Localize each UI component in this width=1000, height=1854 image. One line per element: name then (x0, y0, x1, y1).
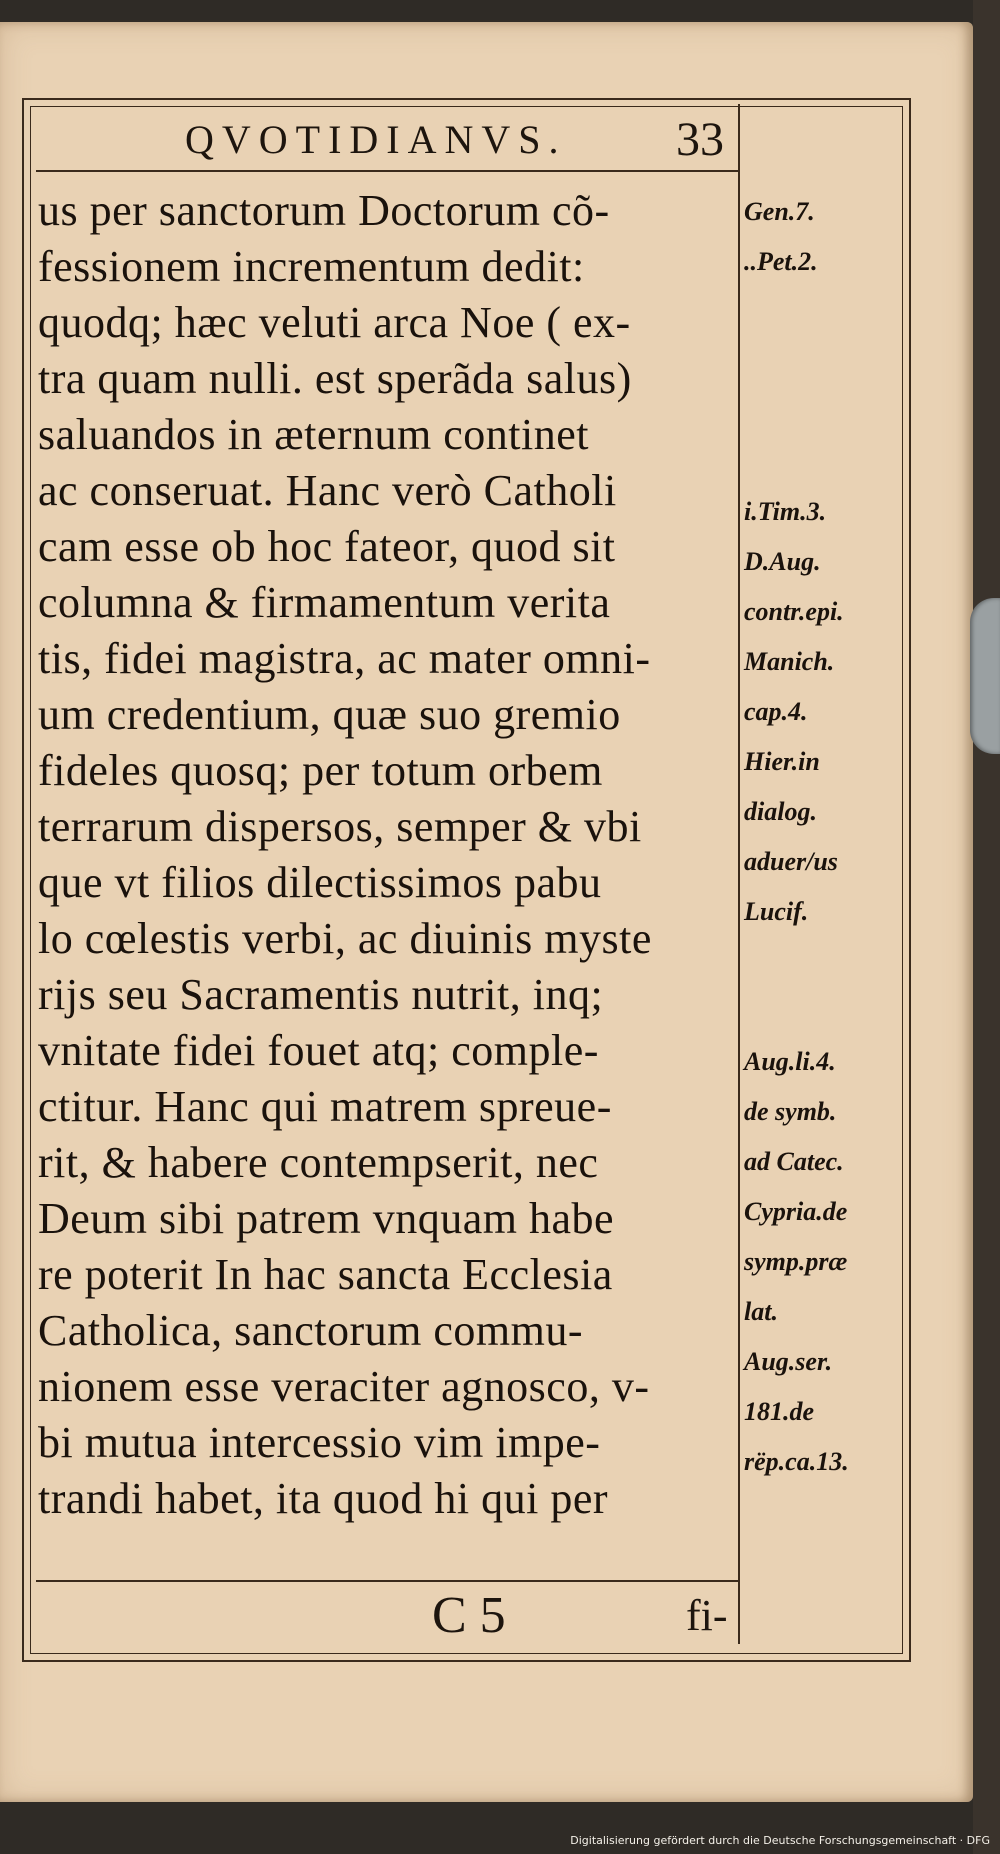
text-line: tra quam nulli. est sperãda salus) (38, 354, 632, 403)
margin-note: D.Aug. (744, 547, 821, 576)
margin-note: Gen.7. (744, 197, 815, 226)
text-line: us per sanctorum Doctorum cõ- (38, 186, 610, 235)
text-line: que vt filios dilectissimos pabu (38, 858, 602, 907)
margin-note: Hier.in (744, 747, 820, 776)
page-number: 33 (676, 113, 724, 166)
text-line: Deum sibi patrem vnquam habe (38, 1194, 615, 1243)
text-line: ac conseruat. Hanc verò Catholi (38, 466, 617, 515)
running-title: QVOTIDIANVS. (185, 117, 567, 162)
margin-note: contr.epi. (744, 597, 844, 626)
book-spine (973, 0, 1000, 1854)
text-line: trandi habet, ita quod hi qui per (38, 1474, 609, 1523)
margin-note: Aug.ser. (744, 1347, 833, 1376)
margin-note: ..Pet.2. (744, 247, 818, 276)
text-line: terrarum dispersos, semper & vbi (38, 802, 642, 851)
text-line: saluandos in æternum continet (38, 410, 589, 459)
text-line: ctitur. Hanc qui matrem spreue- (38, 1082, 612, 1131)
margin-note: i.Tim.3. (744, 497, 827, 526)
text-line: Catholica, sanctorum commu- (38, 1306, 584, 1355)
text-line: tis, fidei magistra, ac mater omni- (38, 634, 651, 683)
signature-mark: C 5 (432, 1587, 506, 1644)
text-line: vnitate fidei fouet atq; comple- (38, 1026, 599, 1075)
margin-note: Lucif. (744, 897, 809, 926)
margin-note: Manich. (744, 647, 835, 676)
text-line: columna & firmamentum verita (38, 578, 611, 627)
margin-note: cap.4. (744, 697, 808, 726)
text-line: um credentium, quæ suo gremio (38, 690, 621, 739)
footer-rule (36, 1580, 738, 1582)
header-rule (36, 170, 738, 172)
margin-note: rëp.ca.13. (744, 1447, 849, 1476)
margin-rule (738, 104, 740, 1644)
margin-note: aduer/us (744, 847, 838, 876)
text-line: re poterit In hac sancta Ecclesia (38, 1250, 613, 1299)
text-line: rijs seu Sacramentis nutrit, inq; (38, 970, 604, 1019)
text-line: bi mutua intercessio vim impe- (38, 1418, 601, 1467)
body-text (38, 183, 738, 1527)
text-line: lo cœlestis verbi, ac diuinis myste (38, 914, 652, 963)
margin-note: de symb. (744, 1097, 837, 1126)
margin-note: 181.de (744, 1397, 815, 1426)
margin-note: Aug.li.4. (744, 1047, 836, 1076)
text-line: fessionem incrementum dedit: (38, 242, 585, 291)
digitization-credit: Digitalisierung gefördert durch die Deutsche Forschungsgemeinschaft · DFG (570, 1834, 990, 1847)
margin-note: dialog. (744, 797, 817, 826)
margin-note: lat. (744, 1297, 778, 1326)
text-line: rit, & habere contempserit, nec (38, 1138, 599, 1187)
margin-note: symp.præ (744, 1247, 848, 1276)
catchword: fi- (686, 1591, 728, 1640)
page-tab (970, 598, 1000, 754)
text-line: fideles quosq; per totum orbem (38, 746, 603, 795)
text-line: cam esse ob hoc fateor, quod sit (38, 522, 616, 571)
text-line: quodq; hæc veluti arca Noe ( ex- (38, 298, 631, 347)
margin-note: Cypria.de (744, 1197, 848, 1226)
text-line: nionem esse veraciter agnosco, v- (38, 1362, 650, 1411)
margin-note: ad Catec. (744, 1147, 844, 1176)
